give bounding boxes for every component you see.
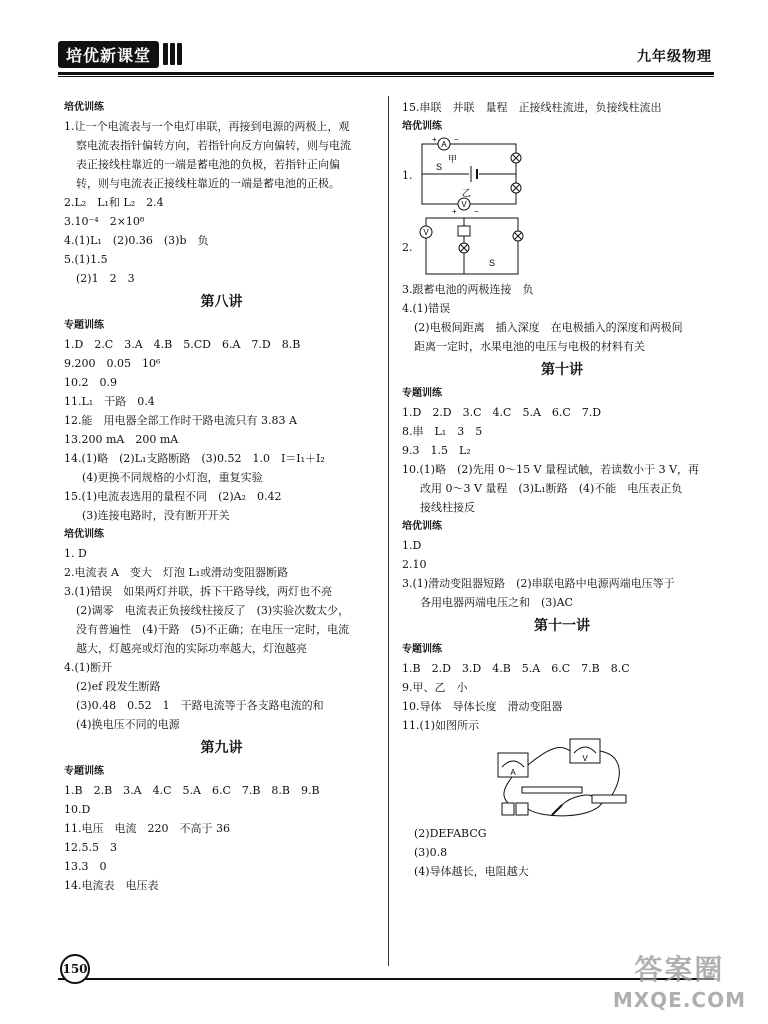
section-heading: 培优训练 — [402, 121, 442, 132]
answer-line: 距离一定时，水果电池的电压与电极的材料有关 — [414, 340, 645, 353]
watermark-line2: MXQE.COM — [612, 988, 746, 1012]
answer-line: 10.(1)略 (2)先用 0～15 V 量程试触，若读数小于 3 V，再 — [402, 463, 700, 476]
apparatus-figure — [402, 735, 722, 824]
answer-line: 1.D — [402, 539, 422, 552]
answer-line: 1.B 2.B 3.A 4.C 5.A 6.C 7.B 8.B 9.B — [64, 784, 320, 797]
brand-title: 培优新课堂 — [58, 41, 159, 68]
header-rule-thin — [58, 76, 714, 77]
answer-line: 4.(1)断开 — [64, 661, 113, 674]
voltmeter-minus: − — [474, 207, 479, 214]
answer-line: 3.10⁻⁴ 2×10⁸ — [64, 215, 145, 228]
answer-line: (4)换电压不同的电源 — [76, 718, 180, 731]
answer-line: 1.D 2.C 3.A 4.B 5.CD 6.A 7.D 8.B — [64, 338, 301, 351]
answer-line: 13.200 mA 200 mA — [64, 433, 179, 446]
section-heading: 专题训练 — [64, 766, 104, 777]
answer-line: 9.3 1.5 L₂ — [402, 444, 471, 457]
answer-line: (3)0.48 0.52 1 干路电流等于各支路电流的和 — [76, 699, 324, 712]
answer-line: (2)调零 电流表正负接线柱接反了 (3)实验次数太少， — [76, 604, 350, 617]
answer-line: 9.甲、乙 小 — [402, 681, 468, 694]
answer-line: 8.串 L₁ 3 5 — [402, 425, 483, 438]
answer-line: (2)1 2 3 — [76, 272, 135, 285]
answer-line: 12.5.5 3 — [64, 841, 117, 854]
answer-line: (2)电极间距离 插入深度 在电极插入的深度和两极间 — [414, 321, 683, 334]
answer-line: 3.(1)滑动变阻器短路 (2)串联电路中电源两端电压等于 — [402, 577, 675, 590]
answer-line: 2.L₂ L₁和 L₂ 2.4 — [64, 196, 164, 209]
header-rule — [58, 72, 714, 75]
answer-line: 1. D — [64, 547, 87, 560]
answer-line: 14.(1)略 (2)L₁支路断路 (3)0.52 1.0 I＝I₁＋I₂ — [64, 452, 325, 465]
left-column — [64, 98, 379, 895]
answer-line: (2)DEFABCG — [414, 827, 487, 840]
lecture-title: 第八讲 — [200, 294, 243, 310]
lecture-title: 第十一讲 — [534, 618, 590, 634]
voltmeter-label: V — [461, 200, 467, 209]
voltmeter-label: V — [423, 228, 429, 237]
grade-subject: 九年级物理 — [637, 49, 712, 65]
lecture-title: 第十讲 — [541, 362, 583, 378]
answer-line: 11.L₁ 干路 0.4 — [64, 395, 155, 408]
answer-line: 11.电压 电流 220 不高于 36 — [64, 822, 230, 835]
answer-line: 10.D — [64, 803, 91, 816]
answer-line: (4)导体越长，电阻越大 — [414, 865, 529, 878]
answer-line: 1.D 2.D 3.C 4.C 5.A 6.C 7.D — [402, 406, 602, 419]
answer-line: (2)ef 段发生断路 — [76, 680, 161, 693]
answer-line: 1.让一个电流表与一个电灯串联，再接到电源的两极上，观 — [64, 120, 350, 133]
figure-number: 2. — [402, 240, 413, 254]
answer-line: (3)0.8 — [414, 846, 448, 859]
answer-line: 5.(1)1.5 — [64, 253, 108, 266]
answer-line: 接线柱接反 — [420, 501, 475, 514]
answer-line: 没有普遍性 (4)干路 (5)不正确；在电压一定时，电流 — [76, 623, 350, 636]
figure-number: 1. — [402, 168, 413, 182]
circuit-diagram-2 — [414, 214, 524, 280]
ammeter-label: A — [441, 140, 447, 149]
answer-line: 越大，灯越亮或灯泡的实际功率越大，灯泡越亮 — [76, 642, 307, 655]
answer-line: 各用电器两端电压之和 (3)AC — [420, 596, 573, 609]
answer-line: 2.10 — [402, 558, 427, 571]
circuit-figure-1 — [402, 136, 722, 214]
page-number: 150 — [60, 954, 90, 984]
label-yi: 乙 — [462, 188, 472, 198]
answer-line: 3.(1)错误 如果两灯并联，拆下干路导线，两灯也不亮 — [64, 585, 333, 598]
ammeter-plus: + — [432, 136, 437, 144]
voltmeter-plus: + — [452, 207, 457, 214]
section-heading: 专题训练 — [402, 388, 442, 399]
section-heading: 专题训练 — [64, 320, 104, 331]
answer-line: 12.能 用电器全部工作时干路电流只有 3.83 A — [64, 414, 297, 427]
brand-logo — [58, 42, 182, 66]
watermark — [613, 948, 746, 1012]
answer-line: 15.(1)电流表选用的量程不同 (2)A₂ 0.42 — [64, 490, 282, 503]
section-heading: 专题训练 — [402, 644, 442, 655]
answer-line: 11.(1)如图所示 — [402, 719, 480, 732]
voltmeter-label: V — [582, 754, 588, 763]
answer-line: 4.(1)错误 — [402, 302, 451, 315]
section-heading: 培优训练 — [402, 521, 442, 532]
answer-line: 表正接线柱靠近的一端是蓄电池的负极，若指针正向偏 — [76, 158, 340, 171]
circuit-figure-2 — [402, 214, 722, 280]
answer-line: 13.3 0 — [64, 860, 107, 873]
answer-line: 2.电流表 A 变大 灯泡 L₁或滑动变阻器断路 — [64, 566, 289, 579]
answer-line: 10.2 0.9 — [64, 376, 117, 389]
ammeter-minus: − — [454, 136, 459, 144]
answer-line: 3.跟蓄电池的两极连接 负 — [402, 283, 534, 296]
apparatus-diagram — [492, 735, 632, 821]
brand-bars — [161, 43, 182, 65]
circuit-diagram-1 — [414, 136, 524, 214]
ammeter-label: A — [510, 768, 516, 777]
right-column — [402, 98, 722, 881]
column-divider — [388, 96, 389, 966]
watermark-line1: 答案圈 — [634, 953, 725, 986]
answer-line: 1.B 2.D 3.D 4.B 5.A 6.C 7.B 8.C — [402, 662, 630, 675]
answer-line: (4)更换不同规格的小灯泡，重复实验 — [82, 471, 263, 484]
label-jia: 甲 — [448, 154, 458, 164]
answer-line: 14.电流表 电压表 — [64, 879, 159, 892]
answer-line: 改用 0～3 V 量程 (3)L₁断路 (4)不能 电压表正负 — [420, 482, 683, 495]
switch-label: S — [489, 258, 496, 268]
answer-line: 转，则与电流表正接线柱靠近的一端是蓄电池的正极。 — [76, 177, 340, 190]
answer-line: 10.导体 导体长度 滑动变阻器 — [402, 700, 563, 713]
answer-line: 4.(1)L₁ (2)0.36 (3)b 负 — [64, 234, 209, 247]
lecture-title: 第九讲 — [200, 740, 243, 756]
section-heading: 培优训练 — [64, 102, 104, 113]
answer-line: 9.200 0.05 10⁶ — [64, 357, 161, 370]
section-heading: 培优训练 — [64, 529, 104, 540]
switch-label: S — [436, 162, 443, 172]
answer-line: (3)连接电路时，没有断开开关 — [82, 509, 230, 522]
answer-line: 15.串联 并联 量程 正接线柱流进，负接线柱流出 — [402, 101, 662, 114]
answer-line: 察电流表指针偏转方向，若指针向反方向偏转，则与电流 — [76, 139, 351, 152]
